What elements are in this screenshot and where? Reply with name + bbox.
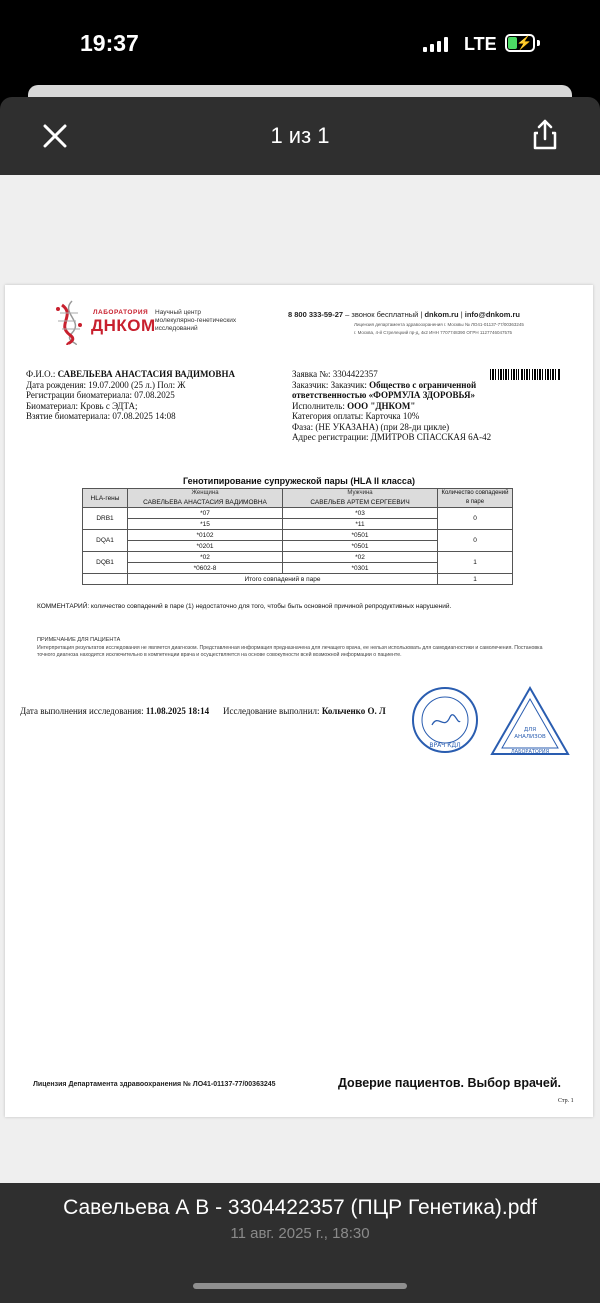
signal-icon xyxy=(423,36,451,52)
share-icon xyxy=(530,117,560,151)
file-date: 11 авг. 2025 г., 18:30 xyxy=(230,1225,370,1242)
logo-description: Научный центр молекулярно-генетических исследований xyxy=(155,309,237,332)
table-row: DRB1 *07 *03 0 xyxy=(83,508,513,519)
completion-date: Дата выполнения исследования: 11.08.2025 18:14 xyxy=(20,706,210,716)
col-count-header: Количество совпадений в паре xyxy=(438,489,513,508)
license-line-2: г. Москва, 4-й Стрелецкий пр-д, 4к2 ИНН 7707748390 ОГРН 1127746047575 xyxy=(354,330,513,335)
file-name: Савельева А В - 3304422357 (ПЦР Генетика).pdf xyxy=(63,1196,537,1219)
logo-brand: ДНКОМ xyxy=(91,316,156,335)
pdf-page xyxy=(5,285,593,1117)
status-time: 19:37 xyxy=(80,30,139,56)
battery-icon: ⚡ xyxy=(505,34,535,52)
svg-text:ВРАЧ КДЛ: ВРАЧ КДЛ xyxy=(429,742,461,749)
performed-by: Исследование выполнил: Кольченко О. Л xyxy=(223,706,386,716)
svg-text:ЛАБОРАТОРИЯ: ЛАБОРАТОРИЯ xyxy=(510,749,550,755)
svg-text:АНАЛИЗОВ: АНАЛИЗОВ xyxy=(514,734,546,740)
network-label: LTE xyxy=(464,34,497,54)
order-info: Заявка №: 3304422357 Заказчик: Заказчик: Общество с ограниченной ответственностью «ФОРМУЛА ЗДОРОВЬЯ» Исполнитель: ООО "ДНКОМ" Категория оплаты: Карточка 10% Фаза: (НЕ УКАЗАНА) (при 28-ди цикле) Адрес регистрации: ДМИТРОВ СПАССКАЯ 6А-42 xyxy=(292,369,492,442)
viewer-top-bar xyxy=(0,97,600,175)
home-indicator[interactable] xyxy=(193,1283,407,1289)
dnkom-logo-icon xyxy=(52,299,92,345)
logo-lab-word: ЛАБОРАТОРИЯ xyxy=(93,309,149,316)
table-total-row: Итого совпадений в паре 1 xyxy=(83,574,513,585)
section-title: Генотипирование супружеской пары (HLA II класса) xyxy=(183,476,415,486)
status-bar xyxy=(0,0,600,95)
col-woman-header: Женщина САВЕЛЬЕВА АНАСТАСИЯ ВАДИМОВНА xyxy=(128,489,283,508)
doctor-stamp-icon xyxy=(410,685,480,755)
table-row: *0602-8 *0301 xyxy=(83,563,513,574)
file-info-bar xyxy=(0,1183,600,1303)
col-gene-header: HLA-гены xyxy=(83,489,128,508)
table-header-row xyxy=(83,489,513,508)
note-title: ПРИМЕЧАНИЕ ДЛЯ ПАЦИЕНТА xyxy=(37,637,121,643)
hla-table xyxy=(82,488,513,585)
page-number: Стр. 1 xyxy=(558,1098,574,1104)
svg-text:ДЛЯ: ДЛЯ xyxy=(523,727,537,733)
footer-license: Лицензия Департамента здравоохранения № ЛО41-01137-77/00363245 xyxy=(33,1081,276,1088)
table-row: *15 *11 xyxy=(83,519,513,530)
table-row: DQB1 *02 *02 1 xyxy=(83,552,513,563)
note-text: Интерпретация результатов исследования не является диагнозом. Представленная информация предназначена для лечащего врача, ее нельзя использовать для самодиагностики и самолечения. Постановка точного диагноза находится исключительно в компетенции врача и осуществляется на основе совокупности всей возможной информации о пациенте. xyxy=(37,645,543,658)
table-row: DQA1 *0102 *0501 0 xyxy=(83,530,513,541)
footer-slogan: Доверие пациентов. Выбор врачей. xyxy=(338,1076,561,1090)
lab-stamp-icon xyxy=(489,685,571,757)
comment-text: КОММЕНТАРИЙ: количество совпадений в паре (1) недостаточно для того, чтобы быть основной причиной репродуктивных нарушений. xyxy=(37,603,452,610)
patient-name: САВЕЛЬЕВА АНАСТАСИЯ ВАДИМОВНА xyxy=(57,369,235,379)
page-counter: 1 из 1 xyxy=(270,123,330,148)
col-man-header: Мужчина САВЕЛЬЕВ АРТЕМ СЕРГЕЕВИЧ xyxy=(283,489,438,508)
document-viewer[interactable] xyxy=(0,175,600,1183)
patient-info: Ф.И.О.: САВЕЛЬЕВА АНАСТАСИЯ ВАДИМОВНА Дата рождения: 19.07.2000 (25 л.) Пол: Ж Регистрации биоматериала: 07.08.2025 Биоматериал: Кровь с ЭДТА; Взятие биоматериала: 07.08.2025 14:08 xyxy=(26,369,235,421)
contacts-line: 8 800 333-59-27 – звонок бесплатный | dnkom.ru | info@dnkom.ru xyxy=(288,310,520,319)
battery-tip xyxy=(537,40,540,46)
share-button[interactable] xyxy=(530,117,560,151)
barcode-icon xyxy=(490,369,560,380)
table-row: *0201 *0501 xyxy=(83,541,513,552)
license-line-1: Лицензия департамента здравоохранения г. Москвы № ЛО41-01137-77/00363245 xyxy=(354,322,524,327)
